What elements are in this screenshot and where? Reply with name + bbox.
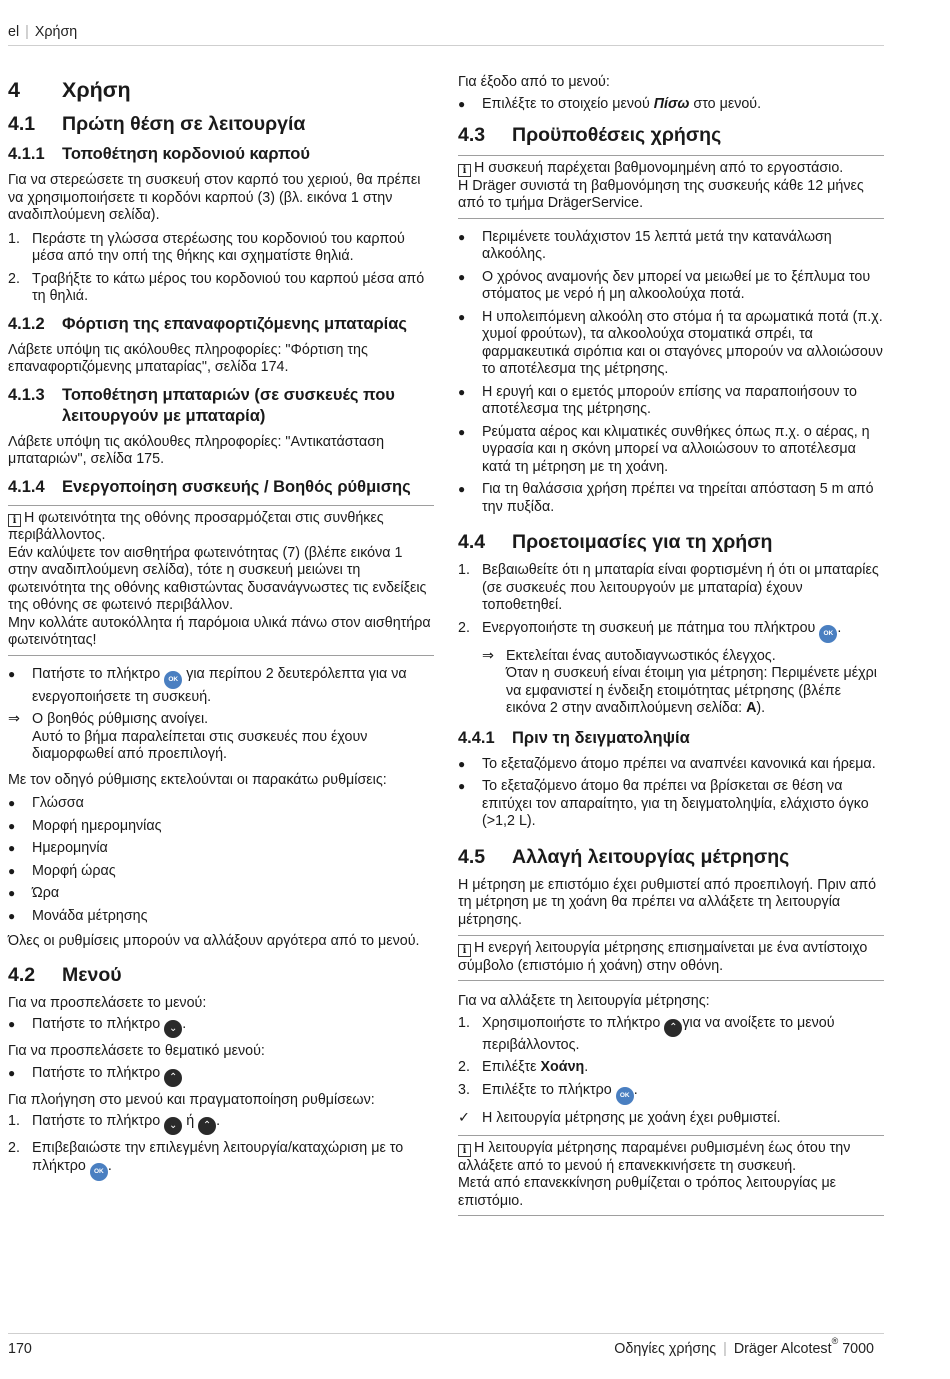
list-item: 1. Περάστε τη γλώσσα στερέωσης του κορδονιού του καρπού μέσα από την οπή της θήκης και σχηματίστε θηλιά. xyxy=(8,230,405,264)
list-item: ● Περιμένετε τουλάχιστον 15 λεπτά μετά την κατανάλωση αλκοόλης. xyxy=(458,228,832,262)
theme-menu-list xyxy=(8,1065,434,1087)
list-item: ● Πατήστε το πλήκτρο ⌄ . xyxy=(8,1016,434,1038)
ok-button-icon: OK xyxy=(90,1163,108,1181)
battery-ref: Λάβετε υπόψη τις ακόλουθες πληροφορίες: "Αντικατάσταση μπαταριών", σελίδα 175. xyxy=(8,433,385,467)
down-button-icon: ⌄ xyxy=(164,1020,182,1038)
result-arrow-icon: ⇒ xyxy=(482,647,494,664)
brightness-note: i Η φωτεινότητα της οθόνης προσαρμόζεται στις συνθήκες περιβάλλοντος. Εάν καλύψετε τον αισθητήρα φωτεινότητας (7) (βλέπε εικόνα 1 στην αναδιπλούμενη σελίδα), τότε η συσκευή μειώνει τη φωτεινότητα της οθόνης καθιστώντας δυσανάγνωστες τις ενδείξεις της οθόνης σε φωτεινό περιβάλλον. Μην κολλάτε αυτοκόλλητα ή παρόμοια υλικά πάνω στον αισθητήρα φωτεινότητας! xyxy=(8,505,434,656)
up-button-icon: ⌃ xyxy=(664,1019,682,1037)
list-item: 2. Ενεργοποιήστε τη συσκευή με πάτημα του πλήκτρου OK . xyxy=(458,620,884,643)
calibration-note: i Η συσκευή παρέχεται βαθμονομημένη από το εργοστάσιο. Η Dräger συνιστά τη βαθμονόμηση της συσκευής κάθε 12 μήνες από το τμήμα DrägerService. xyxy=(458,155,884,219)
heading-4-4-1: 4.4.1 Πριν τη δειγματοληψία xyxy=(458,728,690,747)
self-test-result: ⇒ Εκτελείται ένας αυτοδιαγνωστικός έλεγχος. Όταν η συσκευή είναι έτοιμη για μέτρηση: Περιμένετε μέχρι να εμφανιστεί η ένδειξη ετοιμότητας μέτρησης (βλέπε εικόνα 2 στην αναδιπλούμενη σελίδα: A). xyxy=(482,647,877,716)
list-item: ● Γλώσσα xyxy=(8,795,84,811)
change-mode-intro: Για να αλλάξετε τη λειτουργία μέτρησης: xyxy=(458,993,710,1009)
up-button-icon: ⌃ xyxy=(164,1069,182,1087)
heading-4-2: 4.2 Μενού xyxy=(8,963,122,986)
usage-conditions-list xyxy=(458,229,884,517)
right-column xyxy=(458,74,884,1226)
list-item: ● Το εξεταζόμενο άτομο θα πρέπει να βρίσκεται σε θέση να επιτύχει τον απαραίτητο, για τη δειγματοληψία, ελάχιστο όγκο (>1,2 L). xyxy=(458,778,869,829)
list-item: 1. Πατήστε το πλήκτρο ⌄ ή ⌃ . xyxy=(8,1113,434,1135)
mode-persist-note: i Η λειτουργία μέτρησης παραμένει ρυθμισμένη έως ότου την αλλάξετε από το μενού ή επανεκκινήσετε τη συσκευή. Μετά από επανεκκίνηση ρυθμίζεται ο τρόπος λειτουργίας με επιστόμιο. xyxy=(458,1135,884,1216)
theme-menu-intro: Για να προσπελάσετε το θεματικό μενού: xyxy=(8,1043,265,1059)
list-item: ● Ρεύματα αέρος και κλιματικές συνθήκες όπως π.χ. ο αέρας, η υγρασία και η σκόνη μπορεί να αλλοιώσουν το αποτέλεσμα κατά τη μέτρηση με τη χοάνη. xyxy=(458,423,870,475)
change-mode-steps xyxy=(458,1015,884,1105)
heading-4-1-1: 4.1.1 Τοποθέτηση κορδονιού καρπού xyxy=(8,145,310,163)
up-button-icon: ⌃ xyxy=(198,1117,216,1135)
charging-ref: Λάβετε υπόψη τις ακόλουθες πληροφορίες: "Φόρτιση της επαναφορτιζόμενης μπαταρίας", σελίδα 174. xyxy=(8,341,368,375)
preparation-steps xyxy=(458,562,884,643)
result-arrow-icon: ⇒ xyxy=(8,711,20,727)
down-button-icon: ⌄ xyxy=(164,1117,182,1135)
list-item: ● Πατήστε το πλήκτρο ⌃ xyxy=(8,1065,434,1087)
navigate-intro: Για πλοήγηση στο μενού και πραγματοποίηση ρυθμίσεων: xyxy=(8,1091,375,1108)
list-item: ● Πατήστε το πλήκτρο OK για περίπου 2 δευτερόλεπτα για να ενεργοποιήσετε τη συσκευή. xyxy=(8,665,407,705)
list-item: ● Το εξεταζόμενο άτομο πρέπει να αναπνέει κανονικά και ήρεμα. xyxy=(458,755,876,772)
page-number: 170 xyxy=(8,1341,32,1357)
list-item: 2. Τραβήξτε το κάτω μέρος του κορδονιού του καρπού μέσα από τη θηλιά. xyxy=(8,270,425,304)
page-header: el | Χρήση xyxy=(8,24,884,46)
info-icon: i xyxy=(458,944,471,957)
exit-menu-list xyxy=(458,96,884,114)
heading-4-1-2: 4.1.2 Φόρτιση της επαναφορτιζόμενης μπαταρίας xyxy=(8,314,407,333)
ok-button-icon: OK xyxy=(616,1087,634,1105)
list-item: ● Ώρα xyxy=(8,885,60,901)
before-sampling-list xyxy=(458,756,884,831)
heading-4-1-3: 4.1.3 Τοποθέτηση μπαταριών (σε συσκευές που λειτουργούν με μπαταρία) xyxy=(8,385,395,425)
list-item: ● Επιλέξτε το στοιχείο μενού Πίσω στο μενού. xyxy=(458,95,762,112)
list-item: ● Μονάδα μέτρησης xyxy=(8,907,148,924)
mode-symbol-note: i Η ενεργή λειτουργία μέτρησης επισημαίνεται με ένα αντίστοιχο σύμβολο (επιστόμιο ή χοάνη) στην οθόνη. xyxy=(458,935,884,981)
ok-button-icon: OK xyxy=(164,671,182,689)
page-footer xyxy=(8,1333,884,1359)
list-item: 1. Βεβαιωθείτε ότι η μπαταρία είναι φορτισμένη ή ότι οι μπαταρίες (σε συσκευές που λειτουργούν με μπαταρία) έχουν τοποθετηθεί. xyxy=(458,562,879,613)
header-lang: el xyxy=(8,24,20,40)
list-item: ● Μορφή ώρας xyxy=(8,862,116,879)
list-item: 3. Επιλέξτε το πλήκτρο OK . xyxy=(458,1082,884,1105)
list-item: 2. Επιβεβαιώστε την επιλεγμένη λειτουργία/καταχώριση με το πλήκτρο OK . xyxy=(8,1140,434,1181)
list-item: 1. Χρησιμοποιήστε το πλήκτρο ⌃ για να ανοίξετε το μενού περιβάλλοντος. xyxy=(458,1014,835,1053)
list-item: ● Η ερυγή και ο εμετός μπορούν επίσης να παραποιήσουν το αποτέλεσμα της μέτρησης. xyxy=(458,383,857,417)
measurement-mode-intro: Η μέτρηση με επιστόμιο έχει ρυθμιστεί από προεπιλογή. Πριν από τη μέτρηση με τη χοάνη θα πρέπει να αλλάξετε τη λειτουργία μέτρησης. xyxy=(458,876,877,928)
wrist-strap-intro: Για να στερεώσετε τη συσκευή στον καρπό του χεριού, θα πρέπει να χρησιμοποιήσετε τι κορδόνι καρπού (3) (βλ. εικόνα 1 στην αναδιπλούμενη σελίδα). xyxy=(8,172,421,223)
navigate-steps xyxy=(8,1113,434,1181)
info-icon: i xyxy=(458,1144,471,1157)
list-item: ● Μορφή ημερομηνίας xyxy=(8,817,162,834)
settings-list xyxy=(8,795,434,925)
funnel-mode-done: ✓ Η λειτουργία μέτρησης με χοάνη έχει ρυθμιστεί. xyxy=(458,1109,781,1126)
left-column xyxy=(8,74,434,1186)
list-item: ● Για τη θαλάσσια χρήση πρέπει να τηρείται απόσταση 5 m από την πυξίδα. xyxy=(458,481,874,515)
footer-manual-title: Οδηγίες χρήσης | Dräger Alcotest® 7000 xyxy=(614,1336,874,1357)
list-item: ● Η υπολειπόμενη αλκοόλη στο στόμα ή τα αρωματικά ποτά (π.χ. χυμοί φρούτων), τα αλκοολούχα στοματικά σπρέι, τα φαρμακευτικά σιρόπια και οι σταγόνες μπορούν να αλλοιώσουν το αποτέλεσμα της μέτρησης. xyxy=(458,308,883,377)
heading-4-1-4: 4.1.4 Ενεργοποίηση συσκευής / Βοηθός ρύθμισης xyxy=(8,477,411,496)
header-section: Χρήση xyxy=(34,24,78,40)
power-on-list xyxy=(8,666,434,707)
info-icon: i xyxy=(458,164,471,177)
heading-4: 4 Χρήση xyxy=(8,78,131,102)
menu-access-list xyxy=(8,1016,434,1038)
info-icon: i xyxy=(8,514,21,527)
menu-access-intro: Για να προσπελάσετε το μενού: xyxy=(8,994,207,1011)
list-item: ● Ημερομηνία xyxy=(8,840,108,856)
settings-intro: Με τον οδηγό ρύθμισης εκτελούνται οι παρακάτω ρυθμίσεις: xyxy=(8,771,387,788)
heading-4-4: 4.4 Προετοιμασίες για τη χρήση xyxy=(458,531,773,553)
wrist-strap-steps xyxy=(8,231,434,306)
list-item: ● Ο χρόνος αναμονής δεν μπορεί να μειωθεί με το ξέπλυμα του στόματος με νερό ή μη αλκοολούχα ποτά. xyxy=(458,268,871,302)
check-icon: ✓ xyxy=(458,1109,470,1126)
exit-menu-intro: Για έξοδο από το μενού: xyxy=(458,74,610,90)
heading-4-5: 4.5 Αλλαγή λειτουργίας μέτρησης xyxy=(458,845,790,868)
heading-4-3: 4.3 Προϋποθέσεις χρήσης xyxy=(458,124,722,146)
ok-button-icon: OK xyxy=(819,625,837,643)
settings-outro: Όλες οι ρυθμίσεις μπορούν να αλλάξουν αργότερα από το μενού. xyxy=(8,933,420,949)
heading-4-1: 4.1 Πρώτη θέση σε λειτουργία xyxy=(8,113,306,135)
setup-wizard-result: ⇒ Ο βοηθός ρύθμισης ανοίγει. Αυτό το βήμα παραλείπεται στις συσκευές που έχουν διαμορφωθεί από προεπιλογή. xyxy=(8,711,368,762)
list-item: 2. Επιλέξτε Χοάνη. xyxy=(458,1059,589,1075)
